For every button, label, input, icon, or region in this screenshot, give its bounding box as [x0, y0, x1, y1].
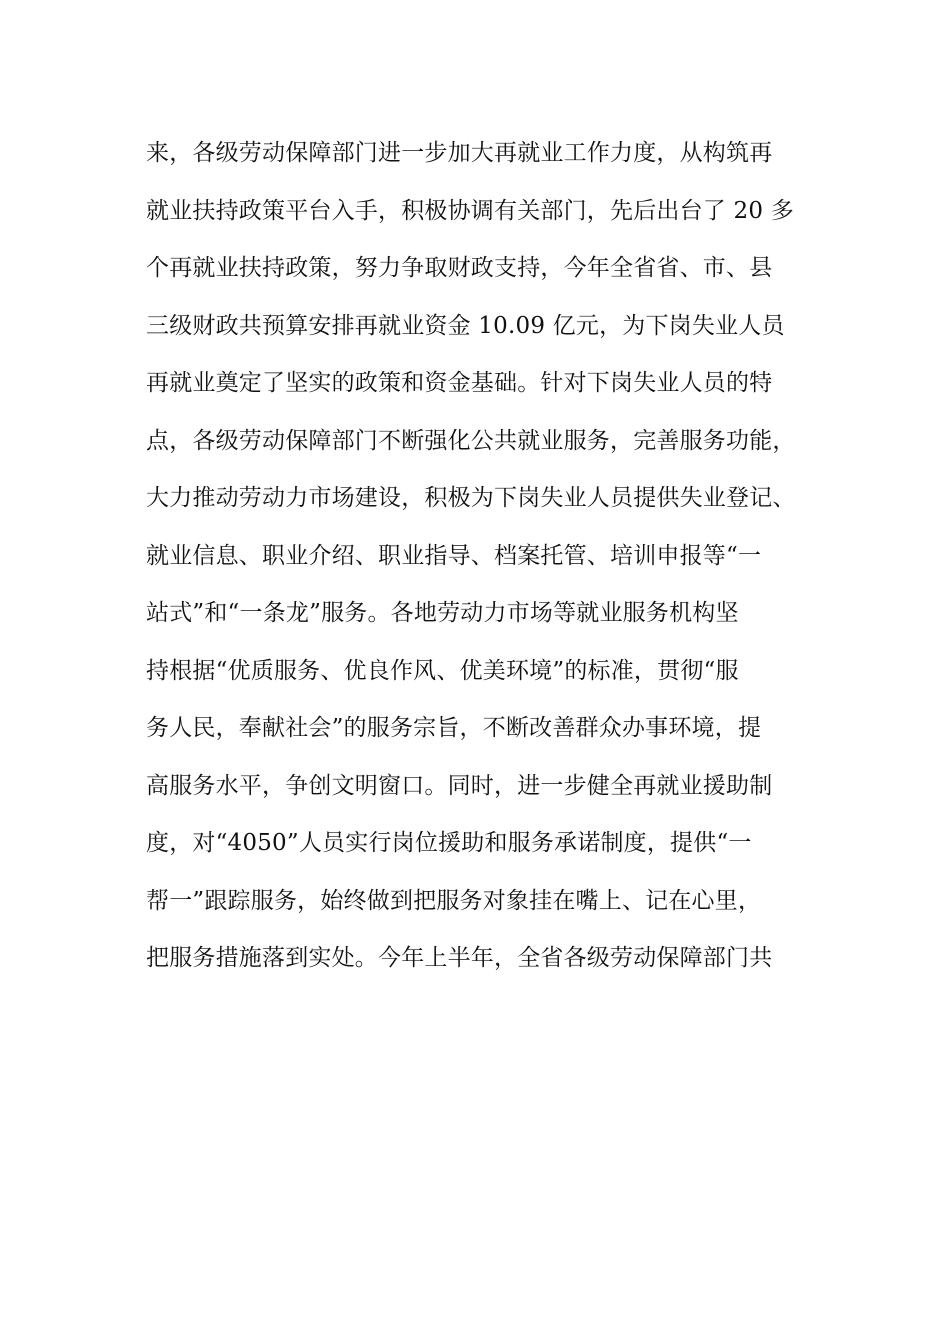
text-line: 务人民，奉献社会”的服务宗旨，不断改善群众办事环境，提	[146, 715, 762, 741]
text-line: 点，各级劳动保障部门不断强化公共就业服务，完善服务功能，	[146, 427, 796, 454]
text-line: 三级财政共预算安排再就业资金 10.09 亿元，为下岗失业人员	[146, 312, 785, 339]
text-line: 度，对“4050”人员实行岗位援助和服务承诺制度，提供“一	[146, 830, 752, 856]
text-line: 来，各级劳动保障部门进一步加大再就业工作力度，从构筑再	[146, 140, 773, 166]
text-line: 把服务措施落到实处。今年上半年，全省各级劳动保障部门共	[146, 945, 773, 971]
text-line: 站式”和“一条龙”服务。各地劳动力市场等就业服务机构坚	[146, 600, 739, 626]
text-line: 个再就业扶持政策，努力争取财政支持，今年全省省、市、县	[146, 255, 773, 281]
text-line: 大力推动劳动力市场建设，积极为下岗失业人员提供失业登记、	[146, 485, 796, 511]
text-line: 就业扶持政策平台入手，积极协调有关部门，先后出台了 20 多	[146, 197, 794, 224]
text-line: 帮一”跟踪服务，始终做到把服务对象挂在嘴上、记在心里，	[146, 887, 762, 914]
text-line: 再就业奠定了坚实的政策和资金基础。针对下岗失业人员的特	[146, 370, 773, 396]
body-text	[146, 130, 846, 993]
text-line: 就业信息、职业介绍、职业指导、档案托管、培训申报等“一	[146, 542, 762, 569]
text-line: 持根据“优质服务、优良作风、优美环境”的标准，贯彻“服	[146, 657, 739, 684]
text-line: 高服务水平，争创文明窗口。同时，进一步健全再就业援助制	[146, 772, 773, 799]
